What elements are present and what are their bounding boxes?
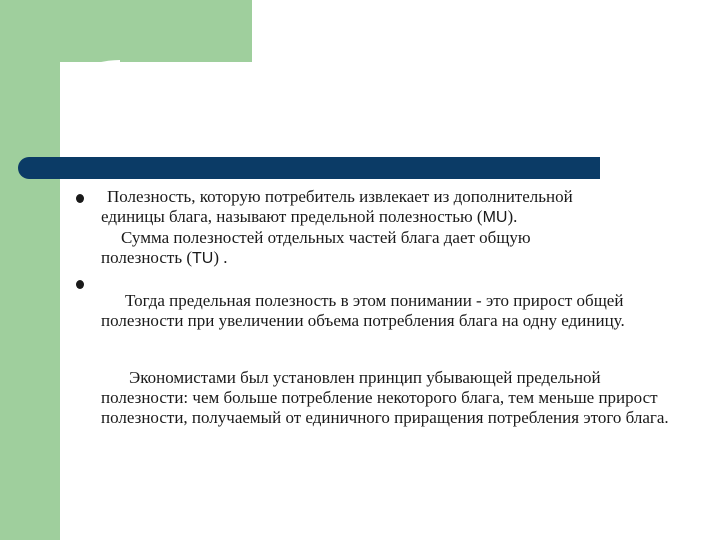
p1-line4-end: ) . (213, 248, 228, 267)
p1-line3: Сумма полезностей отдельных частей блага дает общую (121, 228, 531, 247)
paragraph-marginal-utility (101, 187, 671, 269)
paragraph-diminishing-utility: Экономистами был установлен принцип убывающей предельной полезности: чем больше потребление некоторого блага, тем меньше прирост полезности, получаемый от единичного приращения потребления этого блага. (101, 368, 669, 427)
decor-white-corner (60, 60, 120, 120)
p1-line2-end: ). (507, 207, 518, 226)
title-bar (18, 157, 600, 179)
p1-line4-text: полезность ( (101, 248, 192, 267)
bullet-1 (76, 194, 84, 203)
p1-line1: Полезность, которую потребитель извлекает из дополнительной (107, 187, 573, 206)
decor-green-left (0, 0, 60, 540)
abbr-tu: TU (192, 250, 214, 267)
paragraph-definition: Тогда предельная полезность в этом понимании - это прирост общей полезности при увеличении объема потребления блага на одну единицу. (101, 291, 625, 330)
p1-line2 (101, 207, 671, 228)
abbr-mu: MU (482, 209, 508, 226)
bullet-2 (76, 280, 84, 289)
p1-line2-text: единицы блага, называют предельной полезностью ( (101, 207, 483, 226)
p1-line4 (101, 248, 671, 269)
